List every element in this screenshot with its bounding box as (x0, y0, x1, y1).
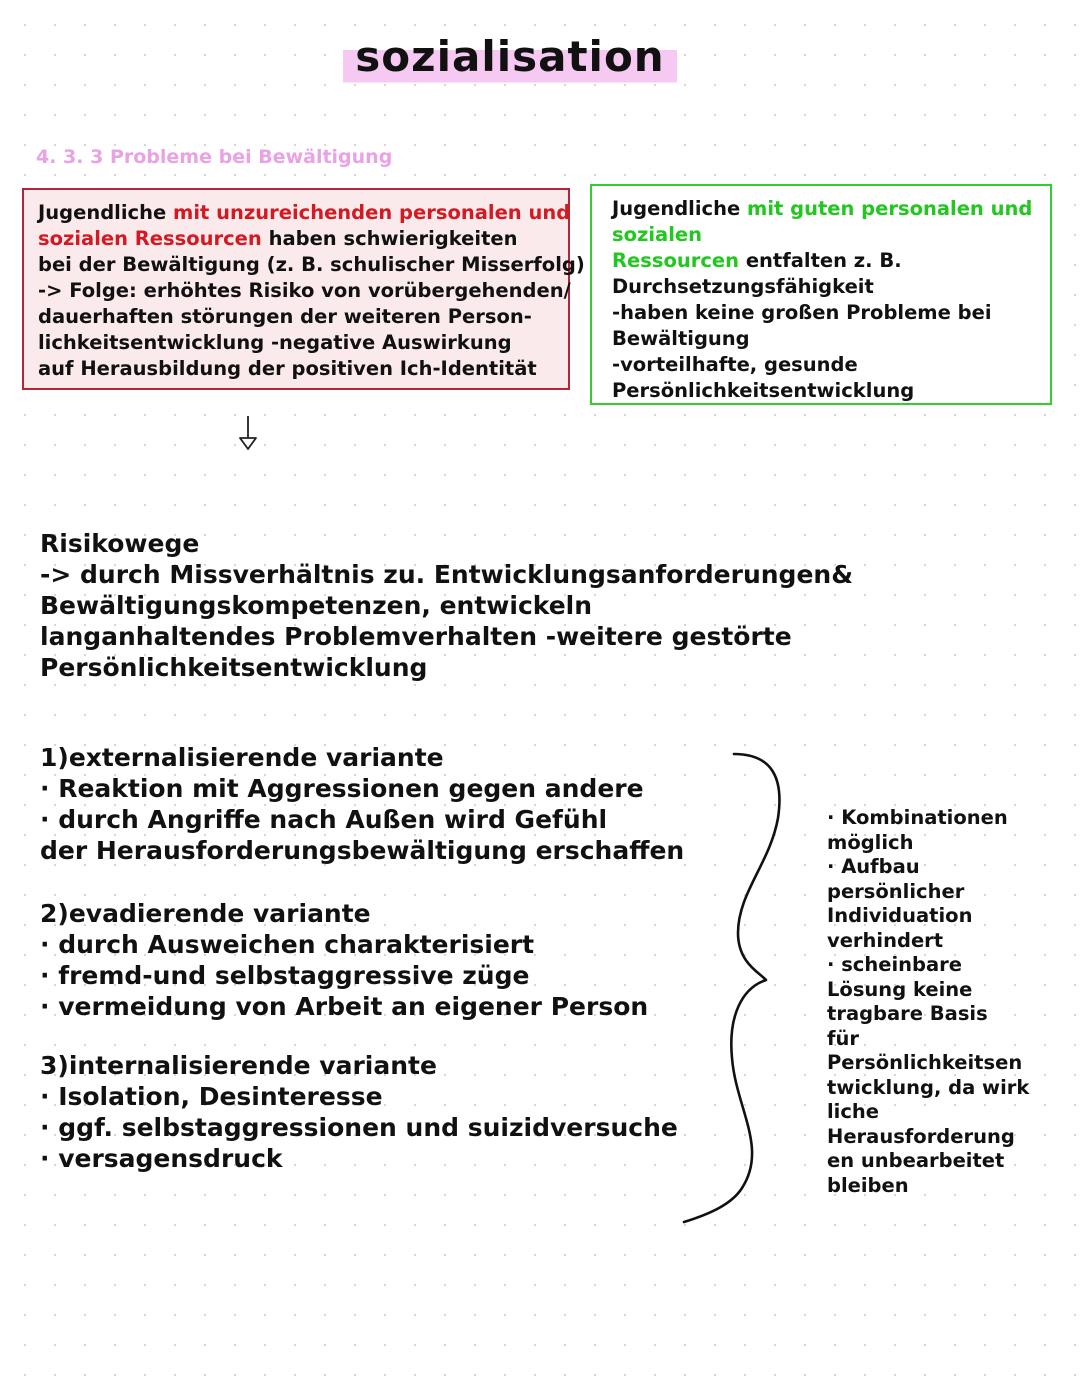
side-note-line: en unbearbeitet (827, 1149, 1005, 1172)
red-box-text-line: auf Herausbildung der positiven Ich-Identität (38, 357, 537, 380)
risk-text-line: Bewältigungskompetenzen, entwickeln (40, 591, 593, 620)
section-heading: 4. 3. 3 Probleme bei Bewältigung (36, 146, 393, 168)
green-box-text-line: -vorteilhafte, gesunde (612, 353, 858, 376)
risk-text-line: langanhaltendes Problemverhalten -weitere gestörte (40, 622, 792, 651)
side-note-line: bleiben (827, 1173, 909, 1197)
risk-text-line: -> durch Missverhältnis zu. Entwicklungsanforderungen& (40, 560, 854, 589)
variant-bullet: · vermeidung von Arbeit an eigener Person (40, 992, 649, 1021)
green-box-highlight-3: Ressourcen (612, 249, 740, 272)
side-note-line: tragbare Basis (827, 1002, 988, 1025)
red-box-highlight-2: sozialen Ressourcen (38, 227, 262, 250)
green-box-highlight-2: sozialen (612, 223, 702, 246)
green-box-text-line: -haben keine großen Probleme bei (612, 301, 992, 324)
green-box-line-1 (612, 196, 1042, 222)
variant-externalizing (40, 742, 684, 866)
side-note-line: liche (827, 1100, 880, 1123)
green-box-line-3 (612, 248, 1042, 274)
risk-text-line: Persönlichkeitsentwicklung (40, 653, 428, 682)
variant-heading: 3)internalisierende variante (40, 1051, 437, 1080)
red-box-text-line: lichkeitsentwicklung -negative Auswirkung (38, 331, 512, 354)
red-box-line-1 (38, 200, 571, 226)
variant-bullet: · Isolation, Desinteresse (40, 1082, 383, 1111)
green-box-text-line: Bewältigung (612, 327, 750, 350)
red-box-line-2 (38, 226, 560, 252)
red-box-text-line: -> Folge: erhöhtes Risiko von vorübergehenden/ (38, 279, 571, 302)
variant-bullet: · Reaktion mit Aggressionen gegen andere (40, 774, 644, 803)
variant-bullet: · fremd-und selbstaggressive züge (40, 961, 530, 990)
variant-bullet: · ggf. selbstaggressionen und suizidversuche (40, 1113, 678, 1142)
down-arrow-icon (234, 414, 262, 454)
side-note-line: für (827, 1026, 859, 1050)
page-title: sozialisation (343, 30, 676, 87)
side-note-line: twicklung, da wirk (827, 1075, 1030, 1099)
red-box-subject: Jugendliche (38, 201, 173, 224)
risk-paths-block (40, 528, 853, 683)
green-box-predicate: entfalten z. B. (739, 249, 902, 272)
green-box-text-line: Durchsetzungsfähigkeit (612, 275, 874, 298)
green-box-text-line: Persönlichkeitsentwicklung (612, 379, 915, 402)
side-note-line: Lösung keine (827, 977, 973, 1001)
variant-internalizing (40, 1050, 678, 1174)
side-note-line: möglich (827, 830, 914, 854)
page-title-container (0, 30, 1040, 87)
side-note-line: Persönlichkeitsen (827, 1051, 1023, 1074)
risk-heading: Risikowege (40, 529, 200, 558)
red-box-text-line: bei der Bewältigung (z. B. schulischer Misserfolg) (38, 253, 585, 276)
side-notes (827, 806, 1037, 1198)
red-box-text-line: dauerhaften störungen der weiteren Person- (38, 305, 532, 328)
red-box-predicate: haben schwierigkeiten (261, 227, 518, 250)
variant-heading: 1)externalisierende variante (40, 743, 444, 772)
side-note-line: · Aufbau (827, 855, 920, 878)
side-note-line: verhindert (827, 928, 944, 952)
side-note-line: · Kombinationen (827, 806, 1008, 829)
side-note-line: persönlicher (827, 879, 965, 903)
variant-heading: 2)evadierende variante (40, 899, 371, 928)
variant-bullet: · durch Ausweichen charakterisiert (40, 930, 535, 959)
variant-bullet: · durch Angriffe nach Außen wird Gefühl (40, 805, 608, 834)
curly-brace-icon (680, 748, 800, 1228)
side-note-line: · scheinbare (827, 953, 962, 976)
good-resources-box (590, 184, 1052, 405)
insufficient-resources-box (22, 188, 585, 390)
variant-evading (40, 898, 648, 1022)
side-note-line: Individuation (827, 904, 973, 927)
variant-bullet: · versagensdruck (40, 1144, 283, 1173)
green-box-subject: Jugendliche (612, 197, 747, 220)
variant-bullet: der Herausforderungsbewältigung erschaffen (40, 836, 685, 865)
red-box-highlight-1: mit unzureichenden personalen und (173, 201, 571, 224)
green-box-highlight-1: mit guten personalen und (747, 197, 1033, 220)
side-note-line: Herausforderung (827, 1124, 1015, 1148)
